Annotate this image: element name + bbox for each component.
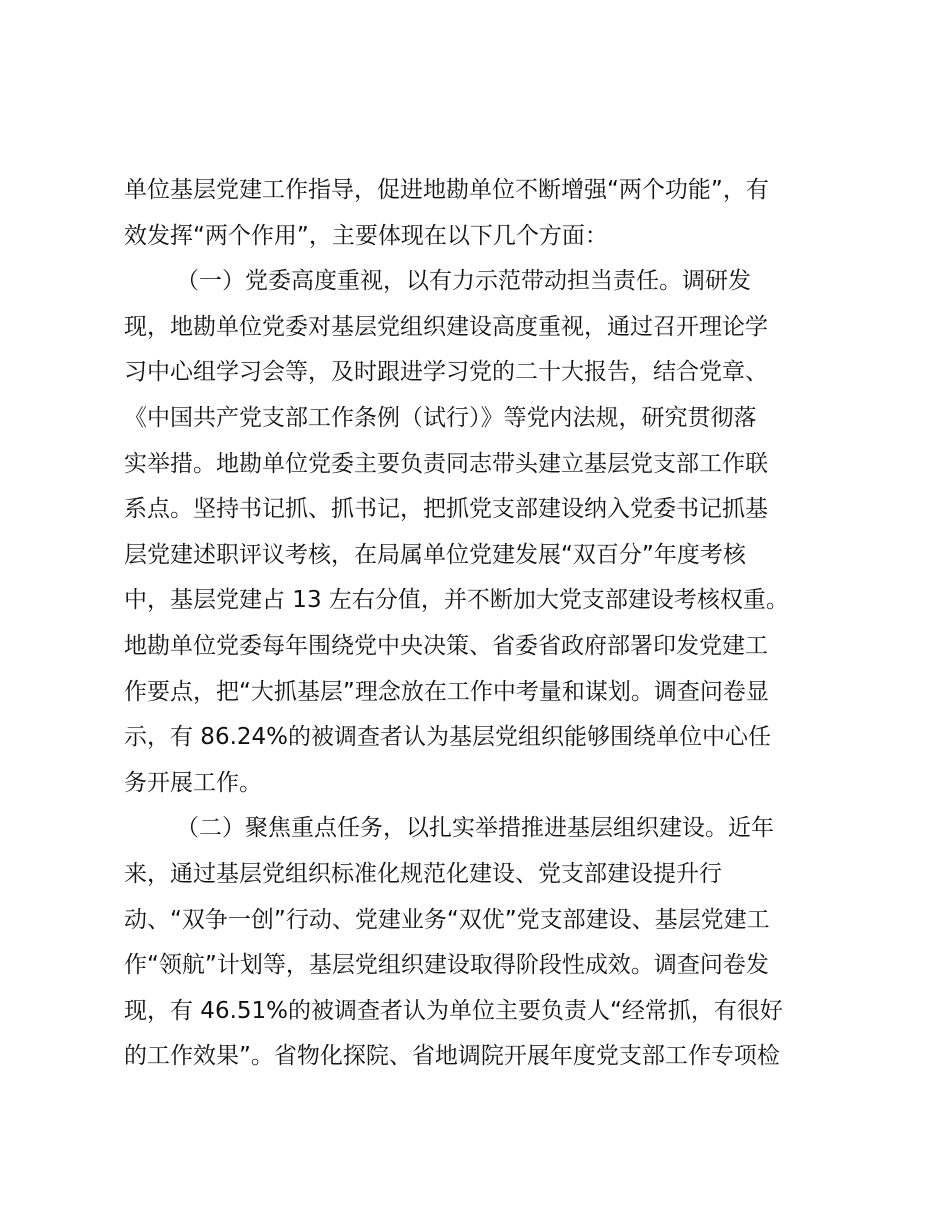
text-line: 动、“双争一创”行动、党建业务“双优”党支部建设、基层党建工 (124, 906, 770, 933)
text-line: 效发挥“两个作用”，主要体现在以下几个方面： (124, 222, 608, 249)
text-line: 层党建述职评议考核，在局属单位党建发展“双百分”年度考核 (124, 541, 746, 568)
text-line: 的工作效果”。省物化探院、省地调院开展年度党支部工作专项检 (124, 1043, 780, 1070)
text-line: 地勘单位党委每年围绕党中央决策、省委省政府部署印发党建工 (124, 632, 768, 659)
text-line: 作“领航”计划等，基层党组织建设取得阶段性成效。调查问卷发 (124, 952, 769, 979)
text-line: 作要点，把“大抓基层”理念放在工作中考量和谋划。调查问卷显 (124, 678, 769, 705)
text-line: 现，地勘单位党委对基层党组织建设高度重视，通过召开理论学 (124, 313, 768, 340)
text-line: 来，通过基层党组织标准化规范化建设、党支部建设提升行 (124, 860, 722, 887)
text-line: 系点。坚持书记抓、抓书记，把抓党支部建设纳入党委书记抓基 (124, 496, 768, 523)
text-line: 中，基层党建占 13 左右分值，并不断加大党支部建设考核权重。 (124, 587, 789, 614)
text-line: 示，有 86.24%的被调查者认为基层党组织能够围绕单位中心任 (124, 724, 772, 751)
text-line: 现，有 46.51%的被调查者认为单位主要负责人“经常抓，有很好 (124, 997, 783, 1024)
paragraph-start-line: （一）党委高度重视，以有力示范带动担当责任。调研发 (176, 268, 751, 295)
text-line: 《中国共产党支部工作条例（试行）》等党内法规，研究贯彻落 (124, 404, 757, 431)
text-line: 实举措。地勘单位党委主要负责同志带头建立基层党支部工作联 (124, 450, 768, 477)
paragraph-start-line: （二）聚焦重点任务，以扎实举措推进基层组织建设。近年 (176, 815, 774, 842)
text-line: 习中心组学习会等，及时跟进学习党的二十大报告，结合党章、 (124, 359, 768, 386)
text-line: 单位基层党建工作指导，促进地勘单位不断增强“两个功能”，有 (124, 177, 769, 203)
text-line: 务开展工作。 (124, 769, 262, 796)
body-text (124, 168, 844, 1080)
